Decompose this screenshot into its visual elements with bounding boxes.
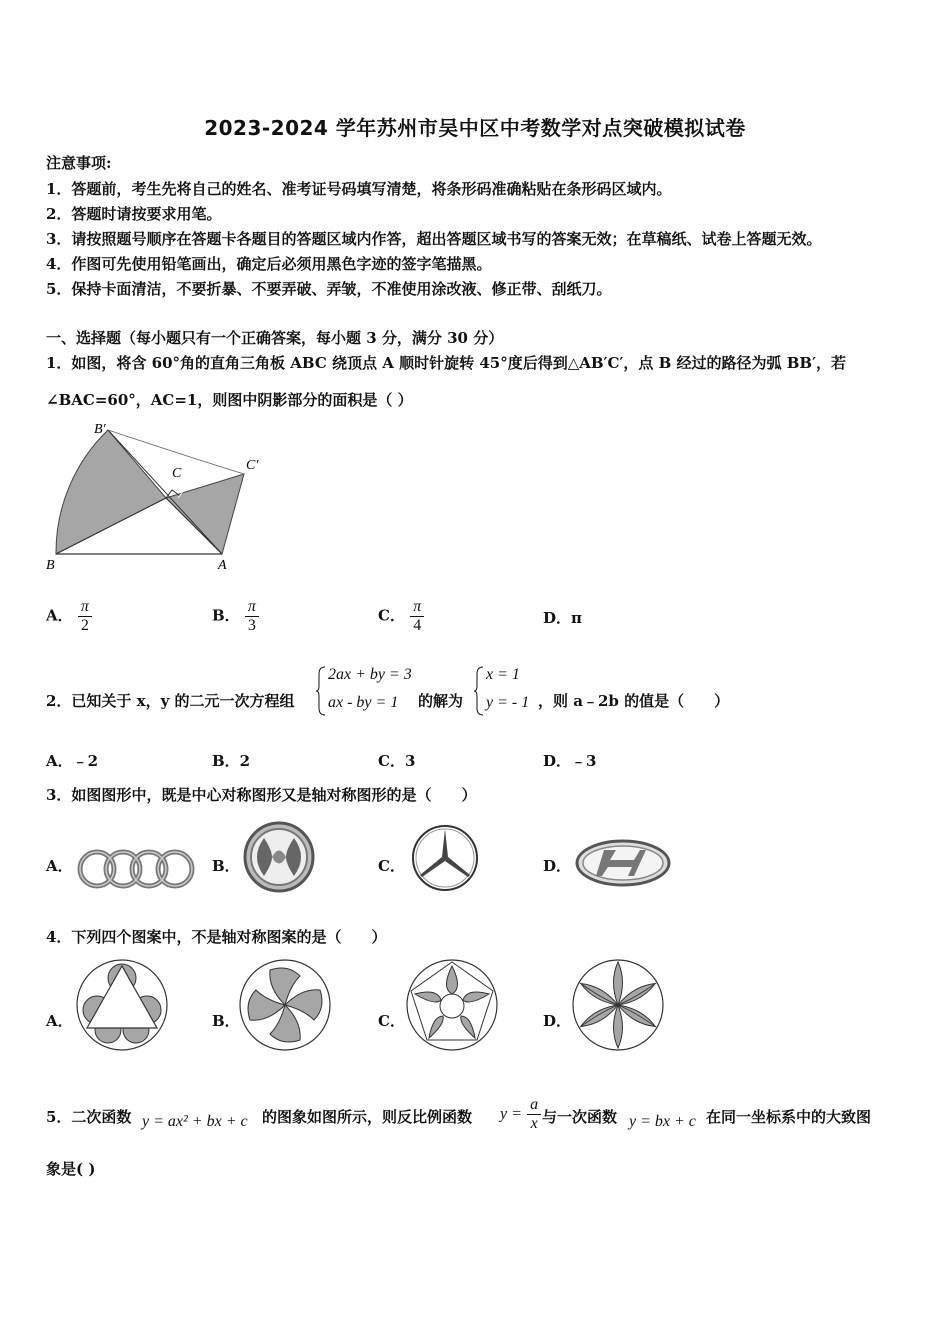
- q4-pattern-a: [75, 958, 169, 1052]
- notice-item-1: 1．答题前，考生先将自己的姓名、准考证号码填写清楚，将条形码准确粘贴在条形码区域内。: [46, 180, 672, 198]
- q5-text-line2: 象是( ): [46, 1160, 96, 1178]
- label-b-prime: B′: [94, 422, 106, 437]
- section-heading: 一、选择题（每小题只有一个正确答案，每小题 3 分，满分 30 分）: [46, 329, 504, 347]
- q5-linear: y = bx + c: [629, 1113, 696, 1130]
- label-c: C: [172, 466, 182, 481]
- q1-option-a[interactable]: A． $\frac{\pi}{2}$: [46, 598, 92, 635]
- q2-prefix: 2．已知关于 x，y 的二元一次方程组: [46, 692, 295, 710]
- page-title: 2023-2024 学年苏州市吴中区中考数学对点突破模拟试卷: [204, 116, 746, 140]
- q1-option-d[interactable]: D．π: [543, 609, 582, 627]
- q3-text: 3．如图图形中，既是中心对称图形又是轴对称图形的是（ ）: [46, 786, 477, 804]
- q2-sol1: x = 1: [486, 666, 520, 683]
- hyundai-logo-icon: [574, 838, 672, 888]
- q5-quadratic: y = ax² + bx + c: [142, 1113, 248, 1130]
- q1-option-b[interactable]: B． $\frac{\pi}{3}$: [212, 598, 259, 635]
- q3-option-d[interactable]: D．: [543, 857, 572, 875]
- q2-option-c[interactable]: C．3: [378, 752, 416, 770]
- q1-option-c[interactable]: C． $\frac{\pi}{4}$: [378, 598, 424, 635]
- q4-pattern-d: [571, 958, 665, 1052]
- shaded-sector: [56, 430, 166, 554]
- dongfeng-logo-icon: [242, 820, 316, 894]
- audi-rings-logo-icon: [76, 846, 198, 892]
- q4-option-d[interactable]: D．: [543, 1012, 572, 1030]
- q2-option-a[interactable]: A．﹣2: [46, 752, 99, 770]
- notice-item-4: 4．作图可先使用铅笔画出，确定后必须用黑色字迹的签字笔描黑。: [46, 255, 492, 273]
- q4-text: 4．下列四个图案中，不是轴对称图案的是（ ）: [46, 928, 387, 946]
- q2-solution-system: [474, 666, 544, 718]
- notice-item-2: 2．答题时请按要求用笔。: [46, 205, 222, 223]
- q2-eq1: 2ax + by = 3: [328, 666, 412, 683]
- q5-inverse-function: y = $\frac{a}{x}$: [500, 1096, 541, 1133]
- notice-item-3: 3．请按照题号顺序在答题卡各题目的答题区域内作答，超出答题区域书写的答案无效；在草稿纸、试卷上答题无效。: [46, 230, 822, 248]
- q3-option-a[interactable]: A．: [46, 857, 73, 875]
- mercedes-star-logo-icon: [410, 823, 480, 893]
- notice-heading: 注意事项:: [46, 154, 112, 172]
- q1-text-line1: 1．如图，将含 60°角的直角三角板 ABC 绕顶点 A 顺时针旋转 45°度后得到△AB′C′，点 B 经过的路径为弧 BB′，若: [46, 354, 847, 372]
- q2-suffix: ，则 a﹣2b 的值是（ ）: [538, 692, 730, 710]
- q5-text-3: 与一次函数: [542, 1108, 618, 1126]
- q4-option-b[interactable]: B．: [212, 1012, 240, 1030]
- q4-option-a[interactable]: A．: [46, 1012, 73, 1030]
- q5-text-2: 的图象如图所示，则反比例函数: [262, 1108, 473, 1126]
- q2-equation-system: [316, 666, 416, 718]
- q2-option-d[interactable]: D．﹣3: [543, 752, 597, 770]
- shaded-triangle: [166, 474, 244, 554]
- q3-option-c[interactable]: C．: [378, 857, 405, 875]
- q5-text-1: 5．二次函数: [46, 1108, 132, 1126]
- q2-sol2: y = - 1: [486, 694, 530, 711]
- notice-item-5: 5．保持卡面清洁，不要折暴、不要弄破、弄皱，不准使用涂改液、修正带、刮纸刀。: [46, 280, 612, 298]
- label-c-prime: C′: [246, 458, 259, 473]
- q4-option-c[interactable]: C．: [378, 1012, 405, 1030]
- q2-eq2: ax - by = 1: [328, 694, 399, 711]
- label-b: B: [46, 558, 55, 573]
- q1-figure: [42, 418, 282, 578]
- label-a: A: [218, 558, 227, 573]
- q1-text-line2: ∠BAC=60°，AC=1，则图中阴影部分的面积是（ ）: [46, 391, 413, 409]
- q3-option-b[interactable]: B．: [212, 857, 240, 875]
- q5-text-4: 在同一坐标系中的大致图: [706, 1108, 872, 1126]
- q4-pattern-b: [238, 958, 332, 1052]
- q2-option-b[interactable]: B．2: [212, 752, 251, 770]
- q2-mid: 的解为: [418, 692, 464, 710]
- q4-pattern-c: [405, 958, 499, 1052]
